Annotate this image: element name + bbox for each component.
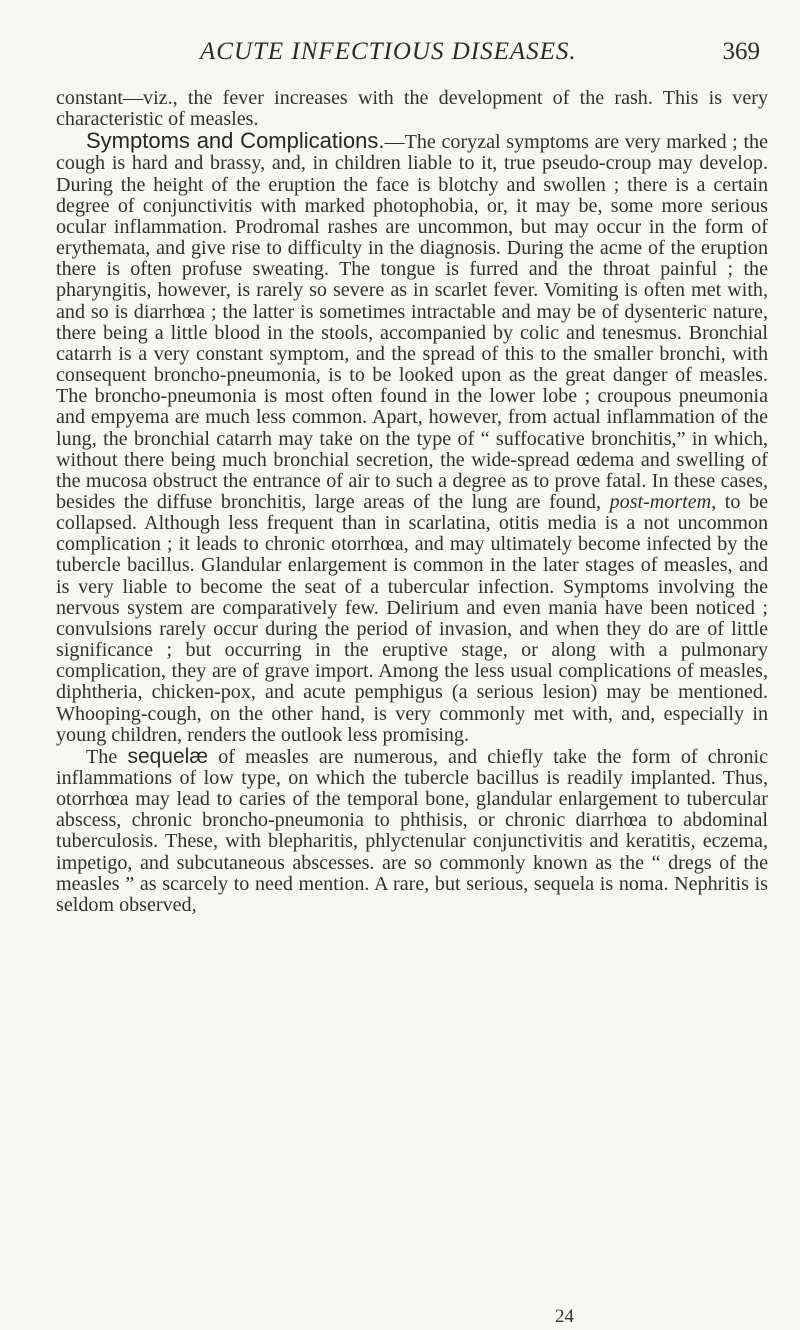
paragraph-continuation [56, 88, 768, 130]
signature-mark: 24 [555, 1306, 574, 1327]
paragraph-sequelae [56, 746, 768, 916]
section-heading-symptoms: Symptoms and Complications. [86, 128, 385, 154]
body-text [56, 88, 768, 916]
paragraph-2-text-continued: , to be collapsed. Although less frequent than in scarlatina, otitis media is a not uncommon complication ; it leads to chronic otorrhœa, and may ultimately become infected by the tubercle bacillus. Glandular enlargement is common in the later stages of measles, and is very liable to become the seat of a tubercular infection. Symptoms involving the nervous system are comparatively few. Delirium and even mania have been noticed ; convulsions rarely occur during the period of invasion, and when they do are of little significance ; but occurring in the eruptive stage, or along with a pulmonary complication, they are of grave import. Among the less usual complications of measles, diphtheria, chicken-pox, and acute pemphigus (a serious lesion) may be mentioned. Whooping-cough, on the other hand, is very commonly met with, and, especially in young children, renders the outlook less promising. [56, 490, 768, 746]
italic-term: post-mortem [609, 490, 712, 513]
paragraph-1-text: constant—viz., the fever increases with the development of the rash. This is very characteristic of measles. [56, 87, 768, 131]
paragraph-2-text: —The coryzal symptoms are very marked ; the cough is hard and brassy, and, in children liable to it, true pseudo-croup may develop. During the height of the eruption the face is blotchy and swollen ; there is a certain degree of conjunctivitis with marked photophobia, or, it may be, some more serious ocular inflammation. Prodromal rashes are uncommon, but may occur in the form of erythemata, and give rise to difficulty in the diagnosis. During the acme of the eruption there is often profuse sweating. The tongue is furred and the throat painful ; the pharyngitis, however, is rarely so severe as in scarlet fever. Vomiting is often met with, and so is diarrhœa ; the latter is sometimes intractable and may be of dysenteric nature, there being a little blood in the stools, accompanied by colic and tenesmus. Bronchial catarrh is a very constant symptom, and the spread of this to the smaller bronchi, with consequent broncho-pneumonia, is to be looked upon as the great danger of measles. The broncho-pneumonia is most often found in the lower lobe ; croupous pneumonia and empyema are much less common. Apart, however, from actual inflammation of the lung, the bronchial catarrh may take on the type of “ suffocative bronchitis,” in which, without there being much bronchial secretion, the wide-spread œdema and swelling of the mucosa obstruct the entrance of air to such a degree as to prove fatal. In these cases, besides the diffuse bronchitis, large areas of the lung are found, [56, 131, 769, 513]
page-header [60, 38, 760, 68]
paragraph-symptoms [56, 130, 768, 746]
paragraph-3-lead: The [86, 745, 118, 768]
running-title: ACUTE INFECTIOUS DISEASES. [200, 38, 577, 65]
page-number: 369 [722, 38, 760, 65]
paragraph-3-text: of measles are numerous, and chiefly take the form of chronic inflammations of low type, on which the tubercle bacillus is readily implanted. Thus, otorrhœa may lead to caries of the temporal bone, glandular enlargement to tubercular abscess, chronic broncho-pneumonia to phthisis, or chronic diarrhœa to abdominal tuberculosis. These, with blepharitis, phlyctenular conjunctivitis and keratitis, eczema, impetigo, and subcutaneous abscesses. are so commonly known as the “ dregs of the measles ” as scarcely to need mention. A rare, but serious, sequela is noma. Nephritis is seldom observed, [56, 745, 768, 916]
section-heading-sequelae: sequelæ [127, 744, 208, 768]
